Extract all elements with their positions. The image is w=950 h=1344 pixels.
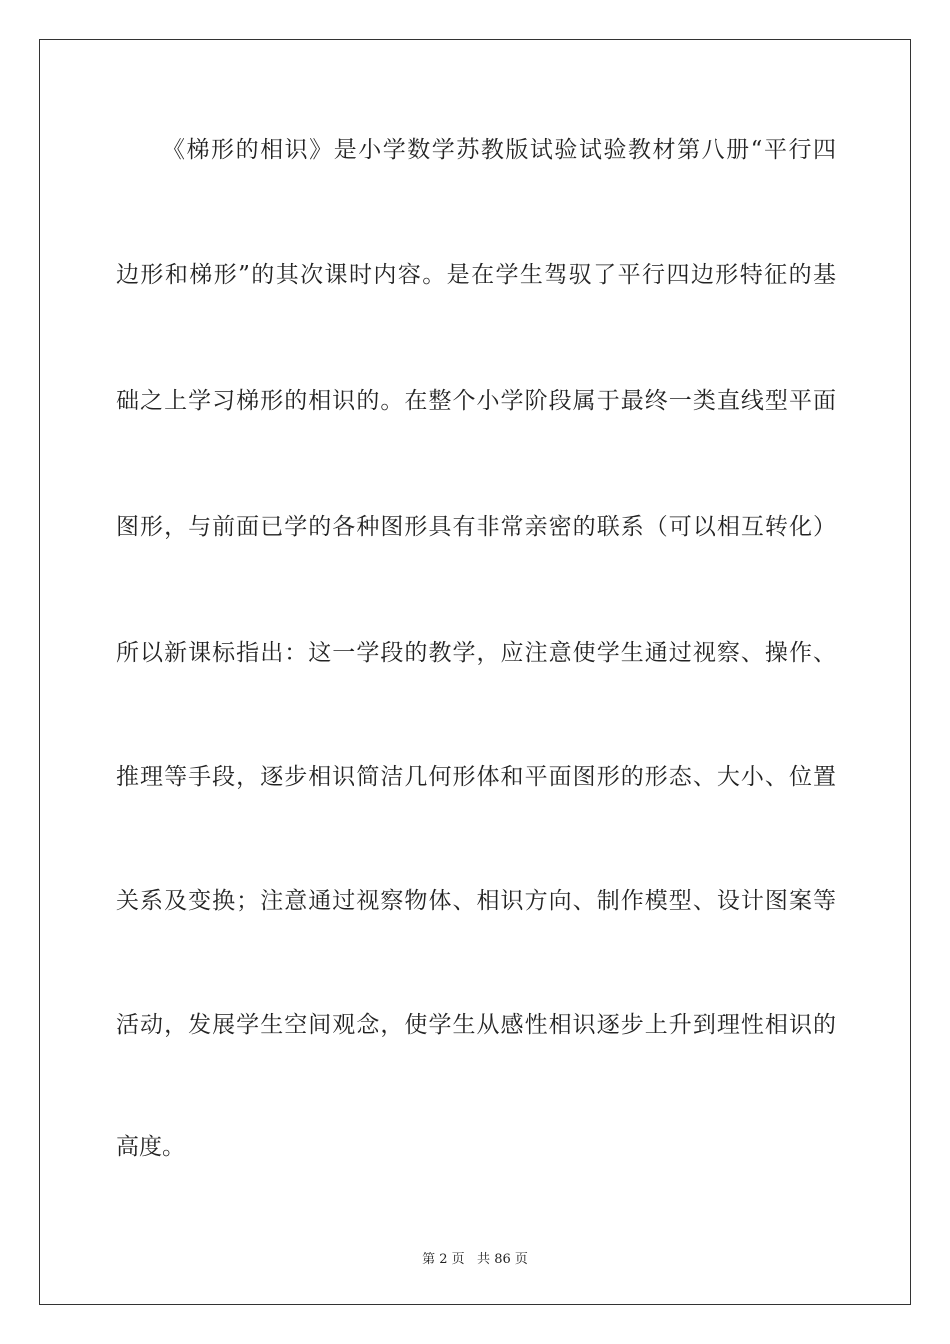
paragraph-line: 图形，与前面已学的各种图形具有非常亲密的联系（可以相互转化）	[116, 514, 836, 540]
page-border	[39, 39, 911, 1305]
paragraph-line: 高度。	[116, 1134, 185, 1160]
paragraph-line: 推理等手段，逐步相识简洁几何形体和平面图形的形态、大小、位置	[116, 764, 836, 790]
paragraph-line: 边形和梯形”的其次课时内容。是在学生驾驭了平行四边形特征的基	[116, 262, 836, 288]
paragraph-line: 础之上学习梯形的相识的。在整个小学阶段属于最终一类直线型平面	[116, 388, 836, 414]
page-footer: 第 2 页 共 86 页	[422, 1252, 528, 1267]
paragraph-line: 关系及变换；注意通过视察物体、相识方向、制作模型、设计图案等	[116, 888, 836, 914]
paragraph-line: 所以新课标指出：这一学段的教学，应注意使学生通过视察、操作、	[116, 640, 836, 666]
paragraph-line: 活动，发展学生空间观念，使学生从感性相识逐步上升到理性相识的	[116, 1012, 836, 1038]
paragraph-line: 《梯形的相识》是小学数学苏教版试验试验教材第八册“平行四	[162, 137, 836, 163]
